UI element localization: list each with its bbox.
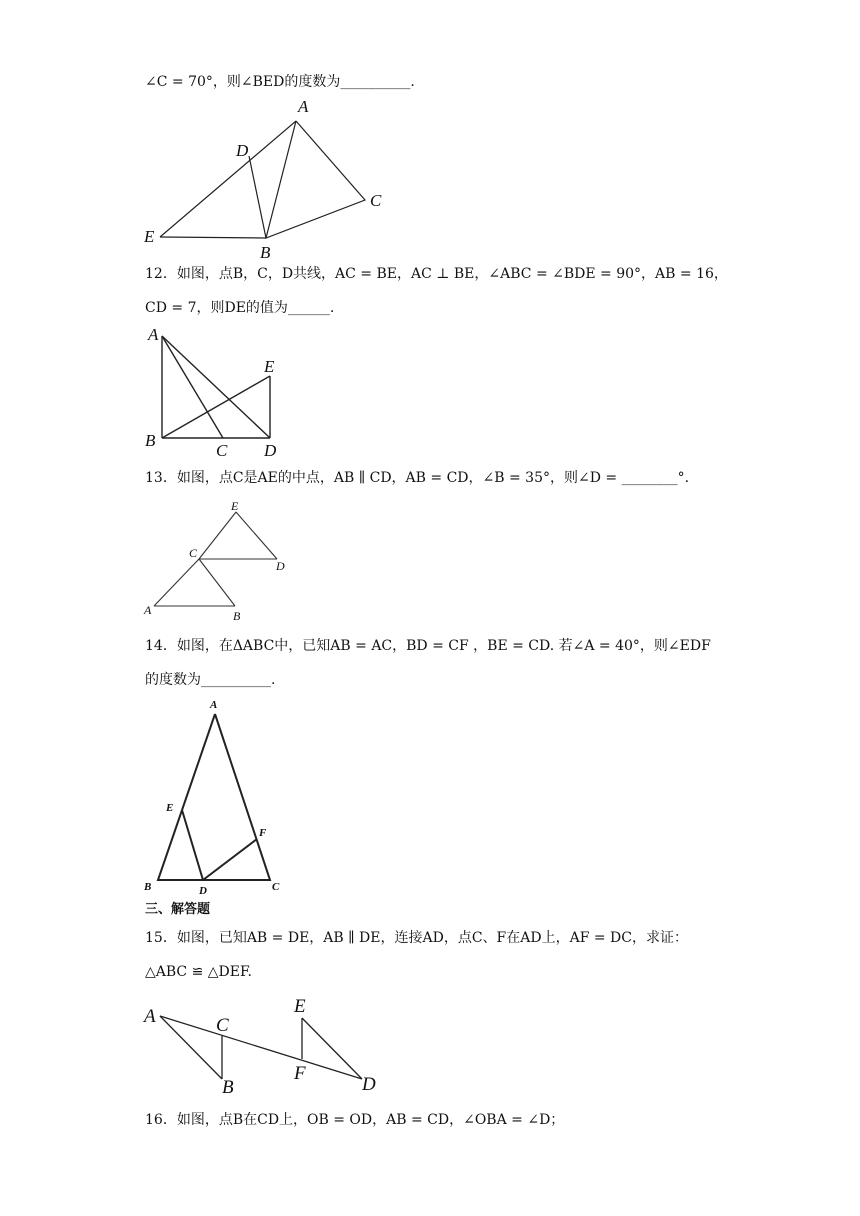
q13-segment-ac (154, 559, 199, 606)
q11-label-e: E (144, 227, 155, 246)
section-heading: 三、解答题 (145, 902, 211, 917)
q15-figure (140, 992, 390, 1096)
q15-label-b: B (222, 1077, 234, 1096)
q13-label-d: D (276, 559, 285, 573)
q11-triangle-abc (266, 121, 365, 238)
q13-segment-cb (199, 559, 235, 606)
q11-segment-db (249, 156, 266, 238)
q15-label-c: C (216, 1015, 229, 1036)
q11-label-b: B (260, 243, 271, 262)
q11-label-a: A (298, 97, 309, 116)
q13-label-b: B (233, 609, 241, 623)
q12-segment-ac (162, 336, 223, 438)
q14-triangle-abc (158, 714, 270, 880)
q12-segment-ad (162, 336, 270, 438)
q12-segment-be (162, 376, 270, 438)
q12-text-line1: 12．如图，点B，C，D共线，AC = BE，AC ⊥ BE，∠ABC = ∠BDE = 90°，AB = 16， (145, 266, 728, 282)
q13-segment-ed (236, 512, 277, 559)
q12-label-d: D (264, 441, 277, 460)
q11-segment-eb (160, 237, 266, 238)
q14-segment-df (203, 839, 257, 880)
q15-label-a: A (144, 1006, 156, 1027)
q11-figure (130, 92, 410, 262)
q12-label-a: A (148, 325, 159, 344)
q13-label-a: A (144, 603, 152, 617)
q15-text-line2: △ABC ≌ △DEF. (145, 964, 252, 980)
q14-text-line1: 14．如图，在ΔABC中，已知AB = AC，BD = CF ，BE = CD. 若∠A = 40°，则∠EDF (145, 638, 711, 654)
q15-text-line1: 15．如图，已知AB = DE，AB ∥ DE，连接AD，点C、F在AD上，AF = DC，求证： (145, 930, 688, 946)
q12-label-b: B (145, 431, 156, 450)
q14-text-line2: 的度数为__________. (145, 672, 276, 688)
q15-label-f: F (294, 1063, 306, 1084)
q11-label-d: D (236, 141, 249, 160)
q13-text: 13．如图，点C是AE的中点，AB ∥ CD，AB = CD，∠B = 35°，则∠D = ________°. (145, 470, 690, 486)
q13-label-c: C (189, 546, 198, 560)
q11-segment-ea (160, 121, 296, 237)
q14-label-e: E (166, 802, 174, 814)
q13-figure (140, 492, 300, 628)
q14-segment-ed (182, 810, 203, 880)
q13-label-e: E (231, 499, 239, 513)
q14-figure (140, 694, 300, 898)
q15-label-e: E (294, 996, 306, 1017)
q14-label-f: F (259, 827, 267, 839)
q14-label-a: A (210, 699, 218, 711)
q12-text-line2: CD = 7，则DE的值为______. (145, 300, 335, 316)
q11-text: ∠C = 70°，则∠BED的度数为__________. (145, 74, 415, 90)
q12-figure (140, 322, 300, 462)
q16-text: 16．如图，点B在CD上，OB = OD，AB = CD，∠OBA = ∠D； (145, 1112, 565, 1128)
q14-label-d: D (199, 885, 207, 897)
q14-label-b: B (144, 881, 152, 893)
q12-label-c: C (216, 441, 228, 460)
q11-label-c: C (370, 191, 382, 210)
q15-label-d: D (362, 1074, 376, 1095)
q13-segment-ce (199, 512, 236, 559)
q12-label-e: E (264, 357, 275, 376)
q14-label-c: C (272, 881, 280, 893)
